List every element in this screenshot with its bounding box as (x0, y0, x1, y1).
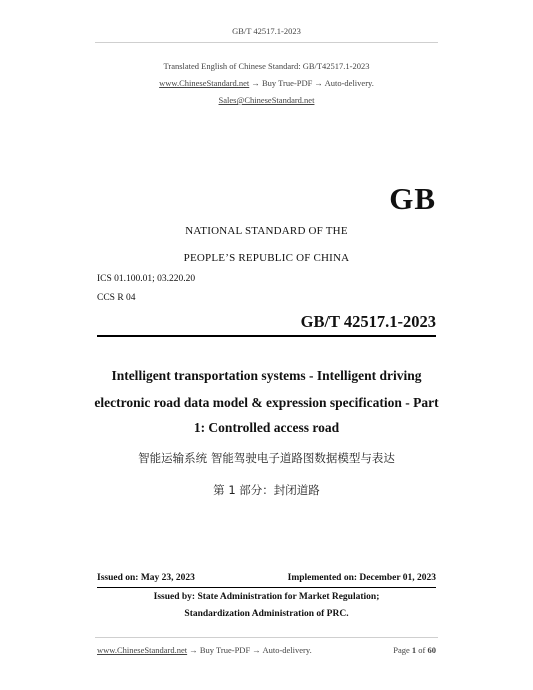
dates-divider (97, 587, 436, 588)
issuer-line-1: Issued by: State Administration for Market Regulation; (153, 592, 380, 602)
page-mid: of (416, 645, 428, 655)
page-prefix: Page (393, 645, 412, 655)
chinese-title: 智能运输系统 智能驾驶电子道路图数据模型与表达 (138, 451, 395, 465)
buy-note: → Buy True-PDF → Auto-delivery. (249, 78, 374, 88)
footer-buy-note: → Buy True-PDF → Auto-delivery. (187, 645, 312, 655)
implemented-on-date: Implemented on: December 01, 2023 (287, 573, 436, 583)
running-header: GB/T 42517.1-2023 (232, 26, 301, 36)
ccs-code: CCS R 04 (97, 293, 136, 303)
chinese-part-title: 第 1 部分：封闭道路 (213, 483, 320, 497)
title-line-1: Intelligent transportation systems - Intelligent driving (111, 368, 422, 383)
national-standard-line2: PEOPLE’S REPUBLIC OF CHINA (183, 252, 350, 264)
site-link[interactable]: www.ChineseStandard.net (159, 78, 250, 88)
email-link[interactable]: Sales@ChineseStandard.net (218, 95, 315, 105)
promo-line (0, 78, 533, 88)
standard-number-divider (97, 335, 436, 337)
standard-number: GB/T 42517.1-2023 (300, 312, 436, 331)
translation-note: Translated English of Chinese Standard: GB/T42517.1-2023 (163, 61, 370, 71)
footer-promo (97, 645, 312, 655)
title-line-2: electronic road data model & expression specification - Part (94, 395, 439, 410)
title-line-3: 1: Controlled access road (193, 420, 340, 435)
issuer-line-2: Standardization Administration of PRC. (184, 609, 349, 619)
email-line (0, 95, 533, 105)
page-current: 1 (411, 645, 417, 655)
national-standard-line1: NATIONAL STANDARD OF THE (185, 225, 348, 237)
issued-on-date: Issued on: May 23, 2023 (97, 573, 195, 583)
footer-divider (95, 637, 438, 638)
ics-code: ICS 01.100.01; 03.220.20 (97, 274, 196, 284)
footer-site-link[interactable]: www.ChineseStandard.net (97, 645, 188, 655)
header-divider (95, 42, 438, 43)
page-total: 60 (427, 645, 436, 655)
gb-mark: GB (389, 181, 436, 216)
page-number (393, 645, 436, 655)
